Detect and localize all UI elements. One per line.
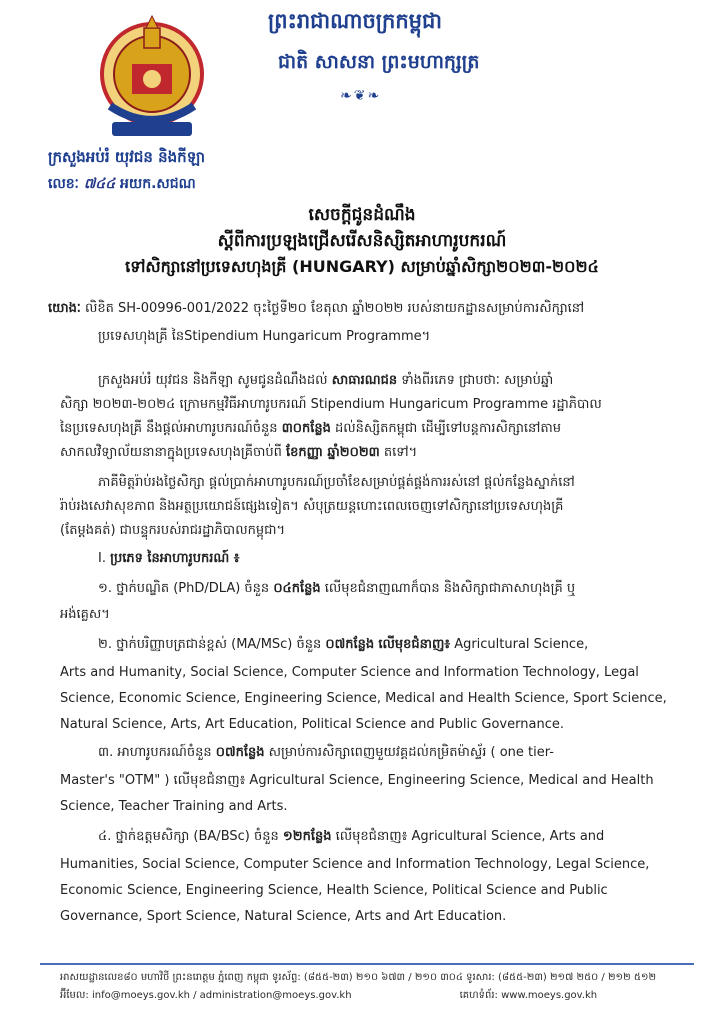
item-2-line-2: Arts and Humanity, Social Science, Computer Science and Information Technology, Legal	[60, 665, 639, 680]
paragraph-2-line-1: ភាគីមិត្តរ៉ាប់រងថ្លៃសិក្សា ផ្ដល់ប្រាក់អាហារូបករណ៍ប្រចាំខែសម្រាប់ផ្គត់ផ្គង់ការរស់នៅ ផ្ដល់កន្លែងស្នាក់នៅ	[98, 475, 575, 490]
item-2-line-3: Science, Economic Science, Engineering Science, Medical and Health Science, Sport Science,	[60, 691, 667, 706]
section-heading: I. ប្រភេទ នៃអាហារូបករណ៍ ៖	[98, 551, 240, 566]
paragraph-1-line-3: នៃប្រទេសហុងគ្រី នឹងផ្ដល់អាហារូបករណ៍ចំនួន ៣០កន្លែង ដល់និស្សិតកម្ពុជា ដើម្បីទៅបន្តការសិក្សានៅតាម	[60, 421, 562, 436]
footer-website-link[interactable]: www.moeys.gov.kh	[501, 990, 598, 1001]
item-1-line-1: ១. ថ្នាក់បណ្ឌិត (PhD/DLA) ចំនួន ០៤កន្លែង លើមុខជំនាញណាក៏បាន និងសិក្សាជាភាសាហុងគ្រី ឬ	[98, 581, 576, 596]
item-4-line-2: Humanities, Social Science, Computer Science and Information Technology, Legal Science,	[60, 857, 650, 872]
national-motto: ជាតិ សាសនា ព្រះមហាក្សត្រ	[278, 51, 480, 73]
item-3-line-1: ៣. អាហារូបករណ៍ចំនួន ០៧កន្លែង សម្រាប់ការសិក្សាពេញមួយវគ្គដល់កម្រិតម៉ាស្ទ័រ ( one tier-	[98, 745, 554, 760]
reference-line-2: ប្រទេសហុងគ្រី នៃStipendium Hungaricum Programme។	[98, 329, 431, 344]
header-ornament: ❧❦❧	[340, 88, 382, 104]
footer-divider	[40, 963, 694, 965]
ministry-name: ក្រសួងអប់រំ យុវជន និងកីឡា	[48, 148, 206, 166]
ref-number-handwritten: ៧៤៤	[83, 176, 116, 192]
item-2-line-1: ២. ថ្នាក់បរិញ្ញាបត្រជាន់ខ្ពស់ (MA/MSc) ចំនួន ០៧កន្លែង លើមុខជំនាញ៖ Agricultural Science,	[98, 637, 589, 652]
notice-subtitle-2: ទៅសិក្សានៅប្រទេសហុងគ្រី (HUNGARY) សម្រាប់ឆ្នាំសិក្សា២០២៣-២០២៤	[125, 257, 599, 276]
reference-line: យោងៈ លិខិត SH-00996-001/2022 ចុះថ្ងៃទី២០ ខែតុលា ឆ្នាំ២០២២ របស់នាយកដ្ឋានសម្រាប់ការសិក្សានៅ	[48, 301, 585, 316]
royal-coat-of-arms-icon	[92, 14, 212, 144]
item-4-line-3: Economic Science, Engineering Science, Health Science, Political Science and Public	[60, 883, 608, 898]
kingdom-heading: ព្រះរាជាណាចក្រកម្ពុជា	[268, 9, 443, 33]
item-4-line-4: Governance, Sport Science, Natural Science, Arts and Art Education.	[60, 909, 507, 924]
item-1-line-2: អង់គ្លេស។	[60, 607, 110, 622]
footer-contacts: អ៊ីមែល: info@moeys.gov.kh / administration@moeys.gov.kh គេហទំព័រ: www.moeys.gov.kh	[60, 990, 598, 1001]
footer-email-link[interactable]: info@moeys.gov.kh / administration@moeys.gov.kh	[91, 990, 352, 1001]
ref-suffix: អយក.សជណ	[120, 176, 196, 192]
ref-label: លេខៈ	[48, 176, 79, 192]
paragraph-2-line-3: (តែម្ដងគត់) ជាបន្ទុករបស់រាជរដ្ឋាភិបាលកម្ពុជា។	[60, 523, 286, 538]
notice-title: សេចក្ដីជូនដំណឹង	[308, 205, 416, 225]
item-3-line-3: Science, Teacher Training and Arts.	[60, 799, 288, 814]
paragraph-1-line-1: ក្រសួងអប់រំ យុវជន និងកីឡា សូមជូនដំណឹងដល់ សាធារណជន ទាំងពីរភេទ ជ្រាបថាៈ សម្រាប់ឆ្នាំ	[98, 373, 554, 388]
paragraph-1-line-2: សិក្សា ២០២៣-២០២៤ ក្រោមកម្មវិធីអាហារូបករណ៍ Stipendium Hungaricum Programme រដ្ឋាភិបាល	[60, 397, 602, 412]
footer-address: អាសយដ្ឋានលេខ៨០ មហាវិថី ព្រះនរោត្តម ភ្នំពេញ កម្ពុជា ទូរស័ព្ទ: (៨៥៥-២៣) ២១០ ៦៧៣ / ២១០ ៣០៤ ទូរសារ: (៨៥៥-២៣) ២១៧ ២៥០ / ២១២ ៥១២	[60, 972, 657, 983]
paragraph-1-line-4: សាកលវិទ្យាល័យនានាក្នុងប្រទេសហុងគ្រីចាប់ពី ខែកញ្ញា ឆ្នាំ២០២៣ តទៅ។	[60, 445, 418, 460]
reference-number	[48, 174, 196, 195]
notice-subtitle: ស្ដីពីការប្រឡងជ្រើសរើសនិស្សិតអាហារូបករណ៍	[217, 231, 507, 251]
item-4-line-1: ៤. ថ្នាក់ឧត្តមសិក្សា (BA/BSc) ចំនួន ១២កន្លែង លើមុខជំនាញ៖ Agricultural Science, Arts and	[98, 829, 605, 844]
paragraph-2-line-2: រ៉ាប់រងសេវាសុខភាព និងអត្ថប្រយោជន៍ផ្សេងទៀត។ សំបុត្រយន្តហោះពេលចេញទៅសិក្សានៅប្រទេសហុងគ្រី	[60, 499, 564, 514]
item-2-line-4: Natural Science, Arts, Art Education, Political Science and Public Governance.	[60, 717, 564, 732]
item-3-line-2: Master's "OTM" ) លើមុខជំនាញ៖ Agricultural Science, Engineering Science, Medical and Health	[60, 773, 654, 788]
